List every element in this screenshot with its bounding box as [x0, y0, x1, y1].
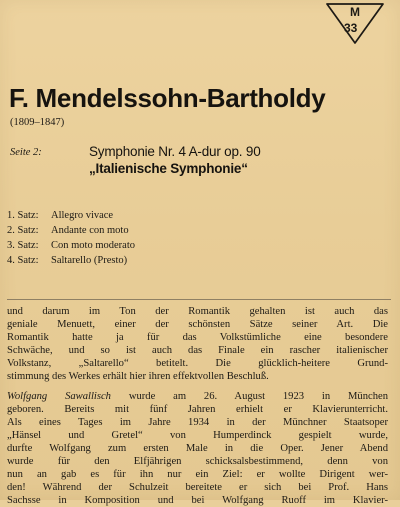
life-dates: (1809–1847): [10, 117, 65, 128]
paragraph-line: nun an gab es für ihn nur ein Ziel: er wollte Dirigent wer-: [7, 469, 388, 480]
paragraph-line: geniale Menuett, einer der schönsten Sätze seiner Art. Die: [7, 319, 388, 330]
artist-name: Wolfgang Sawallisch: [7, 391, 111, 402]
movement-number: 3. Satz:: [7, 240, 39, 251]
movement-number: 2. Satz:: [7, 225, 39, 236]
paragraph-line: den! Während der Schulzeit bereitete er sich bei Prof. Hans: [7, 482, 388, 493]
side-label: Seite 2:: [10, 147, 42, 158]
movement-tempo: Allegro vivace: [51, 210, 114, 221]
movement-item: [7, 210, 113, 222]
section-divider: [7, 299, 391, 300]
paragraph-line-lead: [7, 391, 388, 403]
paragraph-line: Volkstanz, „Saltarello“ betitelt. Die glücklich-heitere Grund-: [7, 358, 388, 369]
paragraph-line: Als eines Tages im Jahre 1934 in der Münchner Staatsoper: [7, 417, 388, 428]
movement-tempo: Andante con moto: [51, 225, 129, 236]
m33-badge: [326, 2, 384, 44]
movement-tempo: Saltarello (Presto): [51, 255, 128, 266]
movement-item: [7, 240, 135, 252]
paragraph-line: durfte Wolfgang zum ersten Male in die Oper. Jener Abend: [7, 443, 388, 454]
badge-letter: M: [350, 5, 360, 19]
paragraph-line: wurde für den Elfjährigen schicksalsbestimmend, denn von: [7, 456, 388, 467]
movement-number: 1. Satz:: [7, 210, 39, 221]
work-subtitle: „Italienische Symphonie“: [89, 161, 248, 176]
paragraph-line: geboren. Bereits mit fünf Jahren erhielt er Klavierunterricht.: [7, 404, 388, 415]
movement-number: 4. Satz:: [7, 255, 39, 266]
paragraph-line: „Hänsel und Gretel“ von Humperdinck gespielt wurde,: [7, 430, 388, 441]
paragraph-line: Romantik hatte ja für das Volkstümliche eine besondere: [7, 332, 388, 343]
work-title: Symphonie Nr. 4 A-dur op. 90: [89, 144, 261, 159]
paragraph-text: wurde am 26. August 1923 in München: [110, 391, 388, 402]
paragraph-line: und darum im Ton der Romantik gehalten ist auch das: [7, 306, 388, 317]
badge-number: 33: [344, 21, 358, 35]
paragraph-line: stimmung des Werkes erhält hier ihren effektvollen Beschluß.: [7, 371, 269, 382]
paragraph-line: Schwäche, und so ist auch das Finale ein rascher italienischer: [7, 345, 388, 356]
paragraph-line: Sachsse in Komposition und bei Wolfgang Ruoff im Klavier-: [7, 495, 388, 506]
composer-name: F. Mendelssohn-Bartholdy: [9, 83, 326, 113]
movement-item: [7, 255, 127, 267]
movement-item: [7, 225, 129, 237]
movement-tempo: Con moto moderato: [51, 240, 135, 251]
